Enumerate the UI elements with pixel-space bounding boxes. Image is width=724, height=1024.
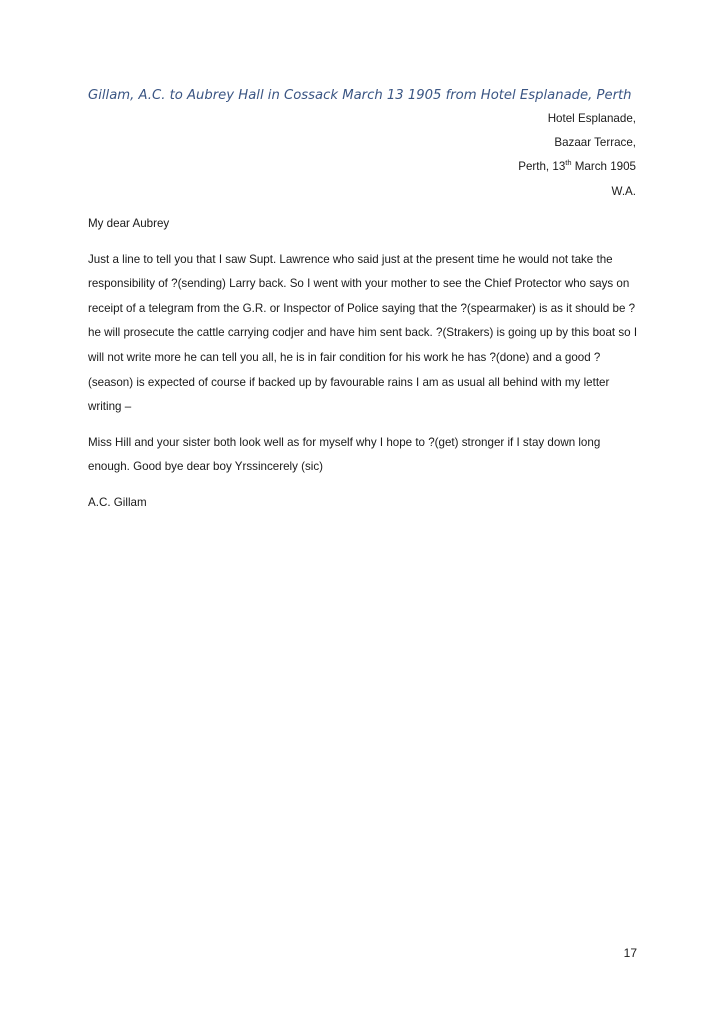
address-line-state: W.A. (611, 184, 636, 198)
date-city-day: Perth, 13 (518, 160, 566, 174)
page-number: 17 (623, 946, 637, 960)
letter-body (88, 212, 640, 527)
paragraph-2: Miss Hill and your sister both look well as for myself why I hope to ?(get) stronger if I stay down long enough. Good bye dear boy Yrssincerely (sic) (88, 435, 601, 474)
address-line-date (518, 155, 636, 179)
paragraph-1: Just a line to tell you that I saw Supt. Lawrence who said just at the present time he would not take the responsibility of ?(sending) Larry back. So I went with your mother to see the Chief Protector who says on receipt of a telegram from the G.R. or Inspector of Police saying that the ?(spearmaker) is as it should be ? he will prosecute the cattle carrying codjer and have him sent back. ?(Strakers) is going up by this boat so I will not write more he can tell you all, he is in fair condition for his work he has ?(done) and a good ?(season) is expected of course if backed up by favourable rains I am as usual all behind with my letter writing – (88, 252, 638, 414)
signature: A.C. Gillam (88, 495, 147, 509)
date-ordinal-suffix: th (565, 158, 572, 168)
date-month-year: March 1905 (571, 160, 636, 174)
document-heading: Gillam, A.C. to Aubrey Hall in Cossack March 13 1905 from Hotel Esplanade, Perth (88, 88, 632, 103)
sender-address (518, 107, 636, 204)
salutation: My dear Aubrey (88, 217, 170, 230)
address-line-street: Bazaar Terrace, (554, 136, 636, 150)
address-line-hotel: Hotel Esplanade, (547, 112, 636, 125)
